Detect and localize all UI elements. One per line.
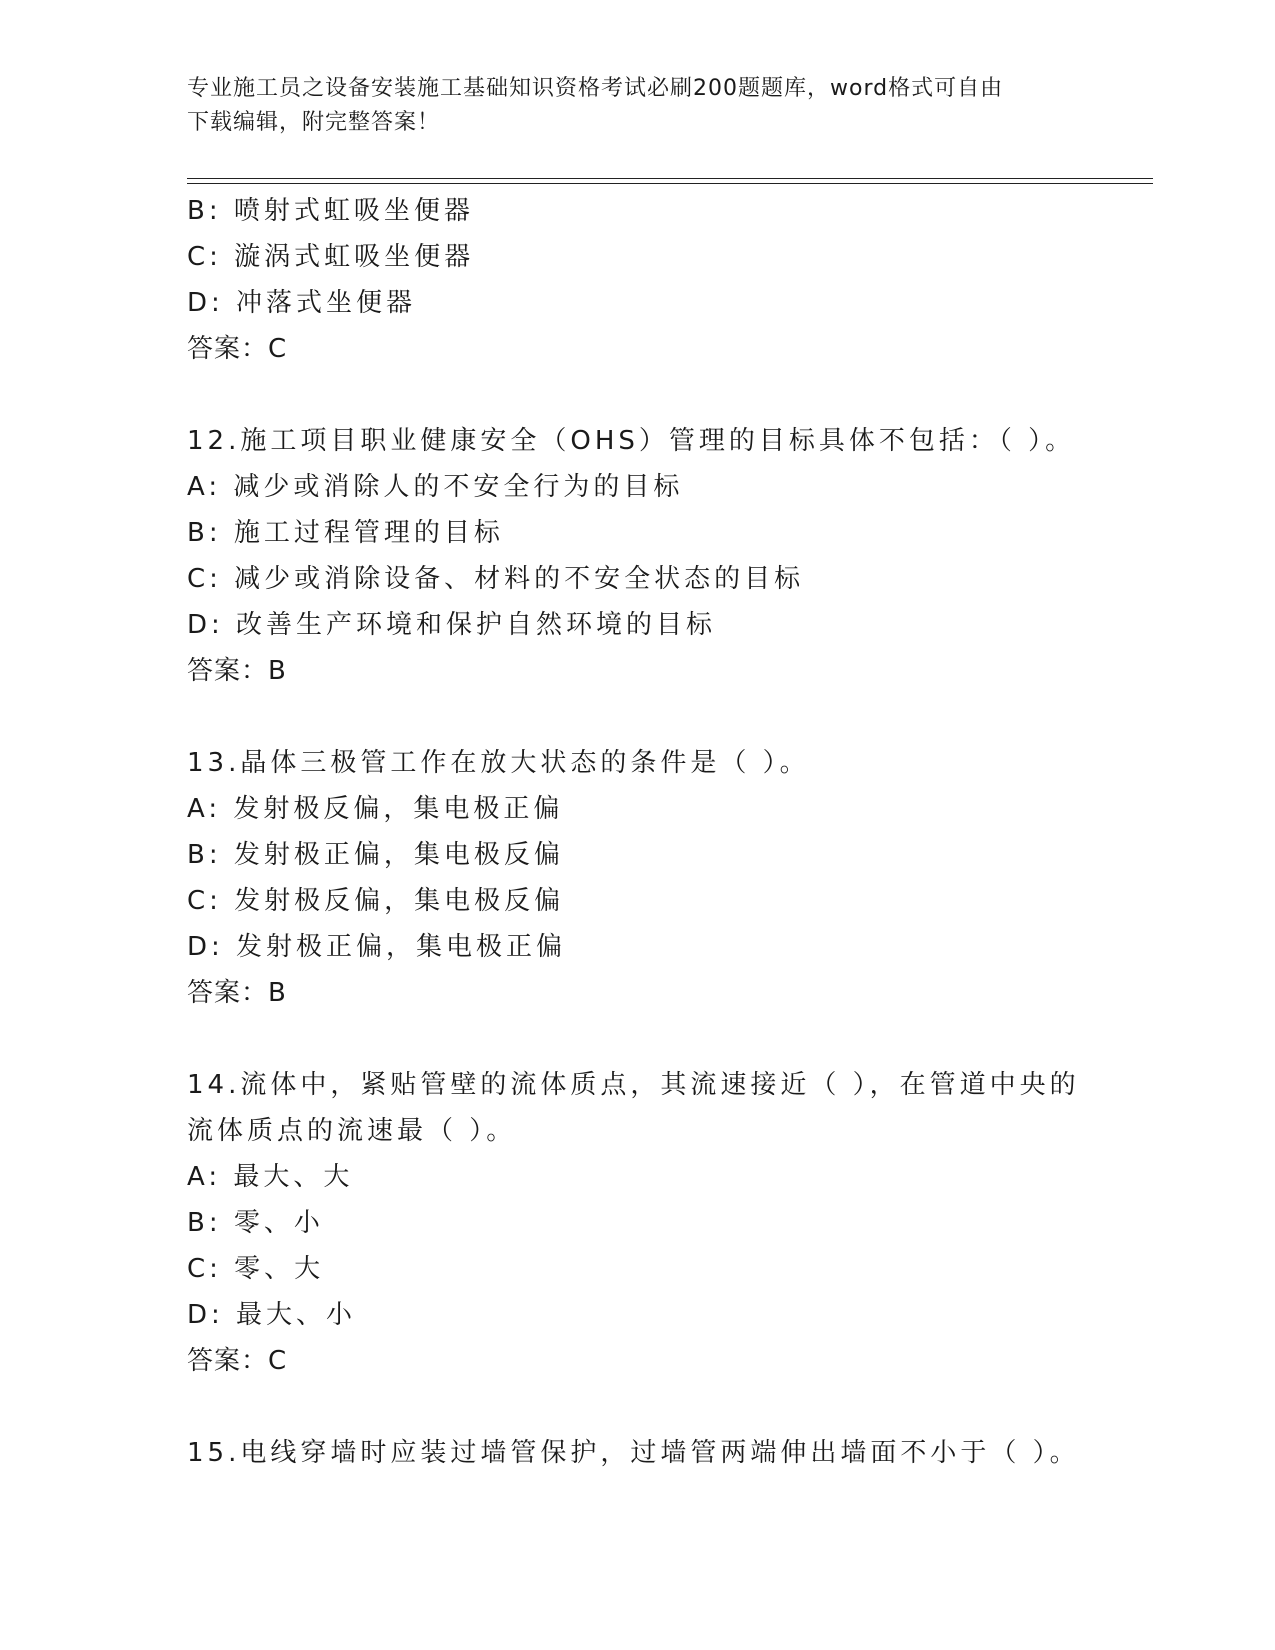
question-stem: 13.晶体三极管工作在放大状态的条件是（ ）。 [187,748,810,778]
option-d: D: 最大、小 [187,1300,357,1330]
question-14 [187,1062,1147,1384]
question-stem-line-2: 流体质点的流速最（ ）。 [187,1116,517,1146]
option-c: C: 发射极反偏，集电极反偏 [187,886,565,916]
header-rule-top [187,178,1153,179]
option-b: B: 施工过程管理的目标 [187,518,504,548]
answer: 答案：B [187,978,287,1008]
document-header [187,72,1087,140]
answer: 答案：B [187,656,287,686]
option-c: C: 零、大 [187,1254,325,1284]
option-c: C: 漩涡式虹吸坐便器 [187,242,475,272]
spacer [187,372,1147,418]
option-a: A: 减少或消除人的不安全行为的目标 [187,472,684,502]
spacer [187,694,1147,740]
header-line-2: 下载编辑，附完整答案！ [187,110,441,135]
spacer [187,1016,1147,1062]
answer: 答案：C [187,334,288,364]
spacer [187,1384,1147,1430]
question-12 [187,418,1147,694]
answer: 答案：C [187,1346,288,1376]
header-line-1: 专业施工员之设备安装施工基础知识资格考试必刷200题题库，word格式可自由 [187,76,1004,101]
question-stem: 15.电线穿墙时应装过墙管保护，过墙管两端伸出墙面不小于（ ）。 [187,1438,1080,1468]
question-11 [187,188,1147,372]
option-b: B: 喷射式虹吸坐便器 [187,196,474,226]
option-c: C: 减少或消除设备、材料的不安全状态的目标 [187,564,805,594]
option-a: A: 最大、大 [187,1162,354,1192]
question-stem-line-1: 14.流体中，紧贴管壁的流体质点，其流速接近（ ），在管道中央的 [187,1070,1080,1100]
question-13 [187,740,1147,1016]
option-b: B: 零、小 [187,1208,324,1238]
option-d: D: 冲落式坐便器 [187,288,417,318]
option-d: D: 发射极正偏，集电极正偏 [187,932,567,962]
question-list [187,188,1147,1476]
question-stem: 12.施工项目职业健康安全（OHS）管理的目标具体不包括：（ ）。 [187,426,1076,456]
option-a: A: 发射极反偏，集电极正偏 [187,794,564,824]
option-b: B: 发射极正偏，集电极反偏 [187,840,564,870]
option-d: D: 改善生产环境和保护自然环境的目标 [187,610,717,640]
question-15 [187,1430,1147,1476]
header-rule-bottom [187,183,1153,184]
